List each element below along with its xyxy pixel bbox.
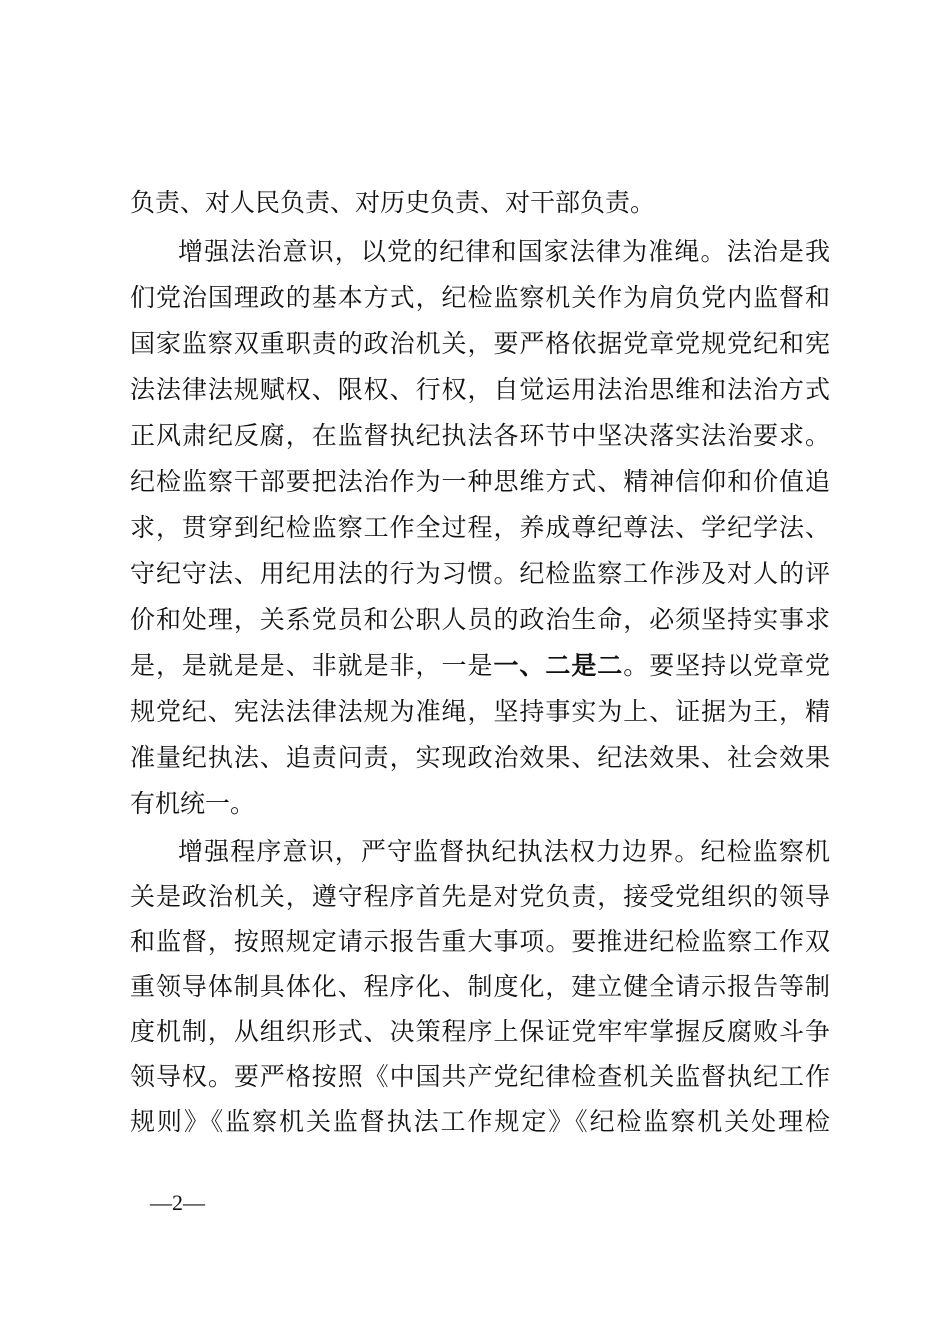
text-line: 有机统一。 — [130, 789, 256, 818]
text-line: 增强程序意识，严守监督执纪执法权力边界。纪检监察机 — [178, 837, 830, 866]
page-number: —2— — [150, 1190, 205, 1215]
text-line: 规则》《监察机关监督执法工作规定》《纪检监察机关处理检 — [130, 1107, 830, 1136]
text-line: 价和处理，关系党员和公职人员的政治生命，必须坚持实事求 — [130, 605, 830, 634]
text-segment: 。要坚持以党章党 — [623, 651, 830, 680]
text-line: 和监督，按照规定请示报告重大事项。要推进纪检监察工作双 — [130, 927, 830, 956]
text-line: 正风肃纪反腐，在监督执纪执法各环节中坚决落实法治要求。 — [130, 421, 830, 450]
text-line: 领导权。要严格按照《中国共产党纪律检查机关监督执纪工作 — [130, 1062, 830, 1091]
text-line: 守纪守法、用纪用法的行为习惯。纪检监察工作涉及对人的评 — [130, 559, 830, 588]
text-line: 求，贯穿到纪检监察工作全过程，养成尊纪尊法、学纪学法、 — [130, 513, 830, 542]
text-line: 们党治国理政的基本方式，纪检监察机关作为肩负党内监督和 — [130, 283, 830, 312]
text-line: 度机制，从组织形式、决策程序上保证党牢牢掌握反腐败斗争 — [130, 1017, 830, 1046]
text-line: 规党纪、宪法法律法规为准绳，坚持事实为上、证据为王，精 — [130, 697, 830, 726]
text-line — [130, 650, 830, 682]
text-line: 准量纪执法、追责问责，实现政治效果、纪法效果、社会效果 — [130, 743, 830, 772]
text-line: 法法律法规赋权、限权、行权，自觉运用法治思维和法治方式 — [130, 375, 830, 404]
text-segment: 是，是就是是、非就是非，一是 — [130, 651, 494, 680]
text-line: 关是政治机关，遵守程序首先是对党负责，接受党组织的领导 — [130, 882, 830, 911]
text-line: 国家监察双重职责的政治机关，要严格依据党章党规党纪和宪 — [130, 329, 830, 358]
text-line: 负责、对人民负责、对历史负责、对干部负责。 — [130, 188, 656, 217]
text-line: 增强法治意识，以党的纪律和国家法律为准绳。法治是我 — [178, 237, 830, 266]
bold-text: 一、二是二 — [493, 651, 624, 680]
text-line: 纪检监察干部要把法治作为一种思维方式、精神信仰和价值追 — [130, 467, 830, 496]
text-line: 重领导体制具体化、程序化、制度化，建立健全请示报告等制 — [130, 972, 830, 1001]
